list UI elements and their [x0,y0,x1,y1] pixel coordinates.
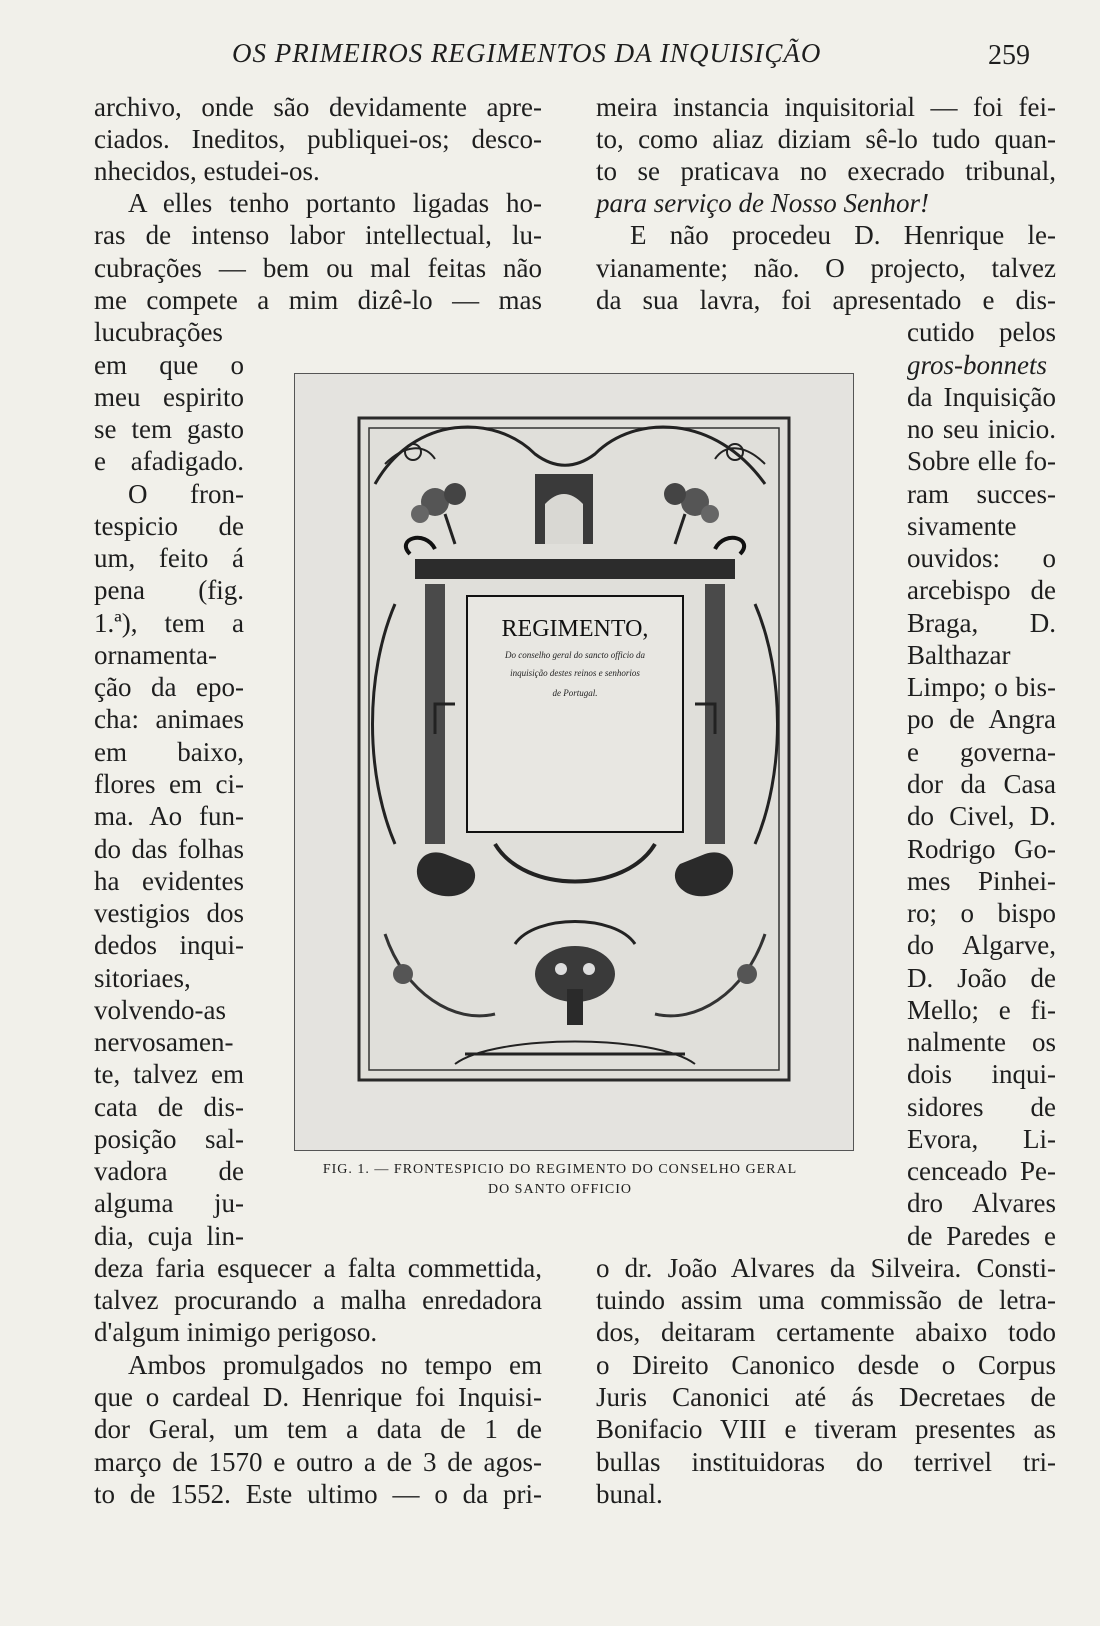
text-line: o Direito Canonico desde o Corpus [596,1350,1056,1380]
text-line: cutido pelos [907,317,1056,347]
text-line: tespicio de [94,511,244,541]
text-line: ha evidentes [94,866,244,896]
text-line: gros-bonnets [907,350,1047,380]
text-line: cha: animaes [94,704,244,734]
text-line: meu espirito [94,382,244,412]
text-line: vianamente; não. O projecto, talvez [596,253,1056,283]
figure-caption-line1: FIG. 1. — FRONTESPICIO DO REGIMENTO DO CONSELHO GERAL [322,1162,798,1177]
text-line: nalmente os [907,1027,1056,1057]
text-line: cata de dis- [94,1092,244,1122]
text-line: ouvidos: o [907,543,1056,573]
text-line: A elles tenho portanto ligadas ho- [128,188,542,218]
text-line: ro; o bispo [907,898,1056,928]
page-number: 259 [988,40,1030,71]
text-line: ção da epo- [94,672,244,702]
text-line: ram succes- [907,479,1056,509]
text-line: e governa- [907,737,1056,767]
figure-caption-line2: DO SANTO OFFICIO [487,1182,633,1197]
text-line: bunal. [596,1479,663,1509]
text-line: Braga, D. [907,608,1056,638]
text-line: ras de intenso labor intellectual, lu- [94,220,542,250]
text-line: lucubrações [94,317,223,347]
text-line: para serviço de Nosso Senhor! [596,188,929,218]
text-line: da sua lavra, foi apresentado e dis- [596,285,1056,315]
text-line: arcebispo de [907,575,1056,605]
text-line: da Inquisição [907,382,1056,412]
text-line: dor da Casa [907,769,1056,799]
text-line: posição sal- [94,1124,244,1154]
text-line: deza faria esquecer a falta commettida, [94,1253,542,1283]
text-line: to se praticava no execrado tribunal, [596,156,1056,186]
text-line: do Civel, D. [907,801,1056,831]
text-line: dos, deitaram certamente abaixo todo [596,1317,1056,1347]
text-line: Limpo; o bis- [907,672,1056,702]
text-line: meira instancia inquisitorial — foi fei- [596,92,1056,122]
running-head [0,38,1100,78]
text-line: nervosamen- [94,1027,234,1057]
text-line: me compete a mim dizê-lo — mas [94,285,542,315]
text-line: de Paredes e [907,1221,1056,1251]
figure-script-line: inquisição destes reinos e senhorios [510,668,640,678]
text-line: tuindo assim uma commissão de letra- [596,1285,1056,1315]
text-line: pena (fig. [94,575,244,605]
text-line: cenceado Pe- [907,1156,1056,1186]
text-line: em baixo, [94,737,244,767]
text-line: mes Pinhei- [907,866,1056,896]
text-line: archivo, onde são devidamente apre- [94,92,542,122]
text-line: dia, cuja lin- [94,1221,244,1251]
text-line: o dr. João Alvares da Silveira. Consti- [596,1253,1056,1283]
text-line: talvez procurando a malha enredadora [94,1285,542,1315]
text-line: do das folhas [94,834,244,864]
text-line: bullas instituidoras do terrivel tri- [596,1447,1056,1477]
text-line: D. João de [907,963,1056,993]
text-line: no seu inicio. [907,414,1056,444]
text-line: Sobre elle fo- [907,446,1056,476]
frontispiece-figure [294,373,854,1151]
text-line: Evora, Li- [907,1124,1056,1154]
text-line: ornamenta- [94,640,217,670]
text-line: Juris Canonici até ás Decretaes de [596,1382,1056,1412]
text-line: ma. Ao fun- [94,801,244,831]
text-line: março de 1570 e outro a de 3 de agos- [94,1447,542,1477]
text-line: Mello; e fi- [907,995,1056,1025]
figure-script-line: de Portugal. [552,688,598,698]
text-line: se tem gasto [94,414,244,444]
text-line: to, como aliaz diziam sê-lo tudo quan- [596,124,1056,154]
text-line: Rodrigo Go- [907,834,1056,864]
text-line: O fron- [128,479,244,509]
text-line: que o cardeal D. Henrique foi Inquisi- [94,1382,542,1412]
figure-title: REGIMENTO, [501,616,649,642]
figure-script-line: Do conselho geral do sancto officio da [505,650,645,660]
text-line: vestigios dos [94,898,244,928]
text-line: sivamente [907,511,1017,541]
text-line: 1.ª), tem a [94,608,244,638]
text-line: alguma ju- [94,1188,244,1218]
text-line: dor Geral, um tem a data de 1 de [94,1414,542,1444]
text-line: um, feito á [94,543,244,573]
text-line: to de 1552. Este ultimo — o da pri- [94,1479,542,1509]
text-line: ciados. Ineditos, publiquei-os; desco- [94,124,542,154]
text-line: d'algum inimigo perigoso. [94,1317,378,1347]
text-line: vadora de [94,1156,244,1186]
text-line: cubrações — bem ou mal feitas não [94,253,542,283]
text-line: sitoriaes, [94,963,191,993]
text-line: em que o [94,350,244,380]
cornice [415,559,735,579]
frontispiece-illustration [295,374,853,1150]
text-line: sidores de [907,1092,1056,1122]
running-title: OS PRIMEIROS REGIMENTOS DA INQUISIÇÃO [232,38,822,68]
text-line: Bonifacio VIII e tiveram presentes as [596,1414,1056,1444]
text-line: te, talvez em [94,1059,244,1089]
text-line: do Algarve, [907,930,1056,960]
text-line: Balthazar [907,640,1011,670]
text-line: flores em ci- [94,769,244,799]
text-line: po de Angra [907,704,1056,734]
text-line: e afadigado. [94,446,244,476]
text-line: dro Alvares [907,1188,1056,1218]
text-line: dois inqui- [907,1059,1056,1089]
text-line: E não procedeu D. Henrique le- [630,220,1056,250]
text-line: nhecidos, estudei-os. [94,156,320,186]
text-line: volvendo-as [94,995,226,1025]
text-line: dedos inqui- [94,930,244,960]
text-line: Ambos promulgados no tempo em [128,1350,542,1380]
